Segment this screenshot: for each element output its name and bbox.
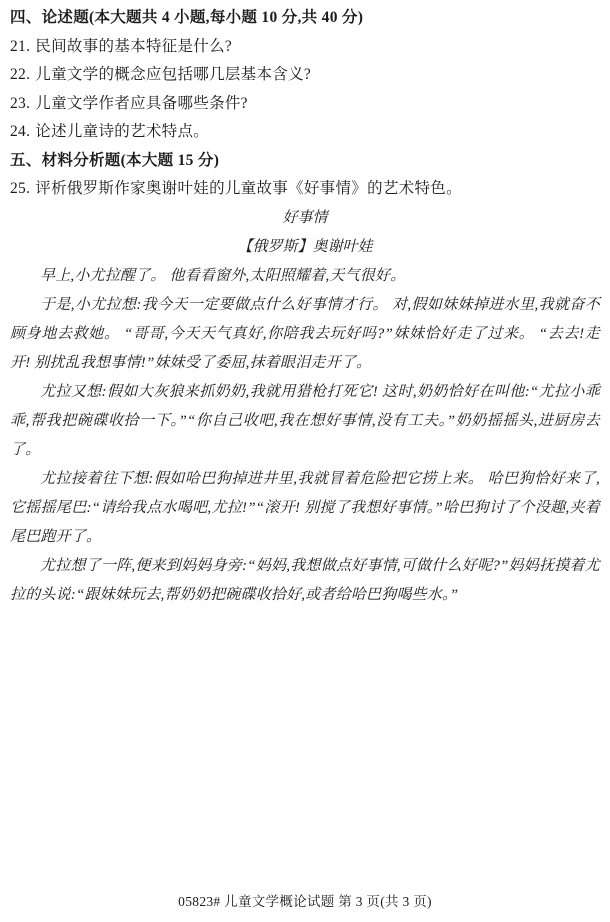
question-25-number: 25. [10, 180, 31, 197]
section5-heading: 五、材料分析题(本大题 15 分) [10, 151, 220, 169]
question-21-text: 民间故事的基本特征是什么? [35, 37, 233, 55]
question-21-number: 21. [10, 37, 31, 55]
story-paragraph-3: 尤拉又想:假如大灰狼来抓奶奶,我就用猎枪打死它! 这时,奶奶恰好在叫他:“尤拉小乖乖,帮我把碗碟收拾一下。”“你自己收吧,我在想好事情,没有工夫。”奶奶摇摇头,进厨房去了。 [10, 383, 600, 458]
story-paragraph-2: 于是,小尤拉想:我今天一定要做点什么好事情才行。 对,假如妹妹掉进水里,我就奋不顾身地去救她。 “哥哥,今天天气真好,你陪我去玩好吗?”妹妹恰好走了过来。 “去去!走开! 别扰乱我想事情!”妹妹受了委屈,抹着眼泪走开了。 [10, 296, 600, 371]
page-footer: 05823# 儿童文学概论试题 第 3 页(共 3 页) [178, 894, 432, 909]
story-author: 【俄罗斯】奥谢叶娃 [237, 238, 373, 255]
story-paragraph-5: 尤拉想了一阵,便来到妈妈身旁:“妈妈,我想做点好事情,可做什么好呢?”妈妈抚摸着尤拉的头说:“跟妹妹玩去,帮奶奶把碗碟收拾好,或者给哈巴狗喝些水。” [10, 557, 600, 603]
question-24 [10, 118, 600, 147]
question-24-number: 24. [10, 123, 31, 140]
question-21 [10, 33, 600, 62]
question-23-text: 儿童文学作者应具备哪些条件? [35, 94, 248, 112]
story-paragraph-1: 早上,小尤拉醒了。 他看看窗外,太阳照耀着,天气很好。 [40, 267, 406, 284]
story-title: 好事情 [282, 209, 328, 226]
question-23 [10, 90, 600, 119]
section4-heading: 四、论述题(本大题共 4 小题,每小题 10 分,共 40 分) [10, 9, 364, 26]
story-block [10, 204, 600, 610]
question-22-text: 儿童文学的概念应包括哪几层基本含义? [35, 66, 312, 83]
question-25 [10, 175, 600, 204]
question-24-text: 论述儿童诗的艺术特点。 [35, 123, 210, 140]
question-25-text: 评析俄罗斯作家奥谢叶娃的儿童故事《好事情》的艺术特色。 [35, 180, 462, 197]
question-22-number: 22. [10, 66, 31, 83]
story-paragraph-4: 尤拉接着往下想:假如哈巴狗掉进井里,我就冒着危险把它捞上来。 哈巴狗恰好来了,它摇摇尾巴:“请给我点水喝吧,尤拉!”“滚开! 别搅了我想好事情。”哈巴狗讨了个没趣,夹着尾巴跑开了。 [10, 470, 600, 545]
question-23-number: 23. [10, 94, 31, 112]
question-22 [10, 61, 600, 90]
